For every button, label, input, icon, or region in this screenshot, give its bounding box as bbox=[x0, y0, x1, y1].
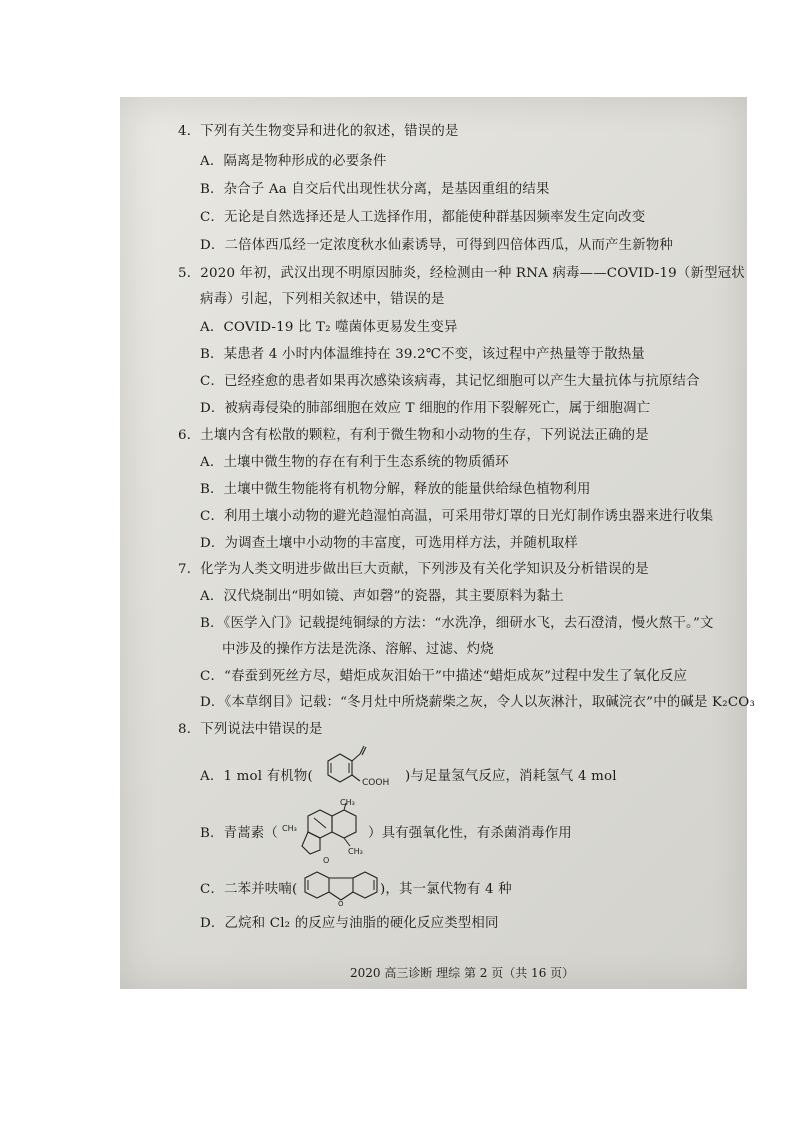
page-footer: 2020 高三诊断 理综 第 2 页（共 16 页） bbox=[350, 966, 575, 980]
question-7-option-b: B．《医学入门》记载提纯铜绿的方法：“水洗净，细研水飞，去石澄清，慢火熬干。”文 bbox=[200, 616, 714, 631]
question-5-stem-cont: 病毒）引起，下列相关叙述中，错误的是 bbox=[200, 292, 445, 307]
structure-cinnamic-acid bbox=[310, 742, 404, 790]
question-8-option-a: A．1 mol 有机物( bbox=[200, 769, 313, 784]
question-7-stem: 7．化学为人类文明进步做出巨大贡献，下列涉及有关化学知识及分析错误的是 bbox=[178, 562, 649, 577]
question-8-option-b-tail: ）具有强氧化性，有杀菌消毒作用 bbox=[368, 826, 572, 841]
question-8-stem: 8．下列说法中错误的是 bbox=[178, 722, 323, 737]
question-5-option-b: B．某患者 4 小时内体温维持在 39.2℃不变，该过程中产热量等于散热量 bbox=[200, 347, 645, 362]
question-6-option-a: A．土壤中微生物的存在有利于生态系统的物质循环 bbox=[200, 455, 509, 470]
question-4-option-a: A．隔离是物种形成的必要条件 bbox=[200, 154, 387, 169]
ch3-bottom-label: CH₃ bbox=[348, 847, 363, 856]
question-6-option-b: B．土壤中微生物能将有机物分解，释放的能量供给绿色植物利用 bbox=[200, 482, 591, 497]
question-4-option-d: D．二倍体西瓜经一定浓度秋水仙素诱导，可得到四倍体西瓜，从而产生新物种 bbox=[200, 238, 674, 253]
cooh-label: COOH bbox=[362, 778, 390, 788]
question-7-option-a: A．汉代烧制出“明如镜、声如磬”的瓷器，其主要原料为黏土 bbox=[200, 589, 564, 604]
question-4-option-b: B．杂合子 Aa 自交后代出现性状分离，是基因重组的结果 bbox=[200, 182, 550, 197]
structure-artemisinin bbox=[280, 798, 366, 864]
question-8-option-a-tail: )与足量氢气反应，消耗氢气 4 mol bbox=[405, 769, 617, 784]
question-7-option-c: C．“春蚕到死丝方尽，蜡炬成灰泪始干”中描述“蜡炬成灰”过程中发生了氧化反应 bbox=[200, 669, 688, 684]
question-8-option-b: B．青蒿素（ bbox=[200, 826, 278, 841]
question-4-option-c: C．无论是自然选择还是人工选择作用，都能使种群基因频率发生定向改变 bbox=[200, 210, 646, 225]
question-5-stem: 5．2020 年初，武汉出现不明原因肺炎，经检测由一种 RNA 病毒——COVID-19（新型冠状 bbox=[178, 266, 745, 281]
question-6-option-d: D．为调查土壤中小动物的丰富度，可选用样方法，并随机取样 bbox=[200, 536, 578, 551]
furan-oxygen-label: O bbox=[338, 900, 344, 906]
question-6-stem: 6．土壤内含有松散的颗粒，有利于微生物和小动物的生存，下列说法正确的是 bbox=[178, 428, 649, 443]
question-8-option-c-tail: )，其一氯代物有 4 种 bbox=[380, 882, 512, 897]
question-5-option-a: A．COVID-19 比 T₂ 噬菌体更易发生变异 bbox=[200, 320, 458, 335]
question-4-stem: 4．下列有关生物变异和进化的叙述，错误的是 bbox=[178, 124, 459, 139]
question-8-option-c: C．二苯并呋喃( bbox=[200, 882, 298, 897]
question-7-option-d: D．《本草纲目》记载：“冬月灶中所烧薪柴之灰，令人以灰淋汁，取碱浣衣”中的碱是 K₂CO₃ bbox=[200, 695, 756, 710]
ch3-top-label: CH₃ bbox=[340, 798, 355, 807]
question-5-option-d: D．被病毒侵染的肺部细胞在效应 T 细胞的作用下裂解死亡，属于细胞凋亡 bbox=[200, 401, 651, 416]
oxygen-label: O bbox=[323, 856, 330, 864]
question-6-option-c: C．利用土壤小动物的避光趋湿怕高温，可采用带灯罩的日光灯制作诱虫器来进行收集 bbox=[200, 509, 714, 524]
question-8-option-d: D．乙烷和 Cl₂ 的反应与油脂的硬化反应类型相同 bbox=[200, 916, 499, 931]
question-5-option-c: C．已经痊愈的患者如果再次感染该病毒，其记忆细胞可以产生大量抗体与抗原结合 bbox=[200, 374, 700, 389]
ch3-left-label: CH₃ bbox=[282, 824, 297, 833]
structure-dibenzofuran bbox=[303, 866, 379, 906]
question-7-option-b-cont: 中涉及的操作方法是洗涤、溶解、过滤、灼烧 bbox=[222, 642, 494, 657]
